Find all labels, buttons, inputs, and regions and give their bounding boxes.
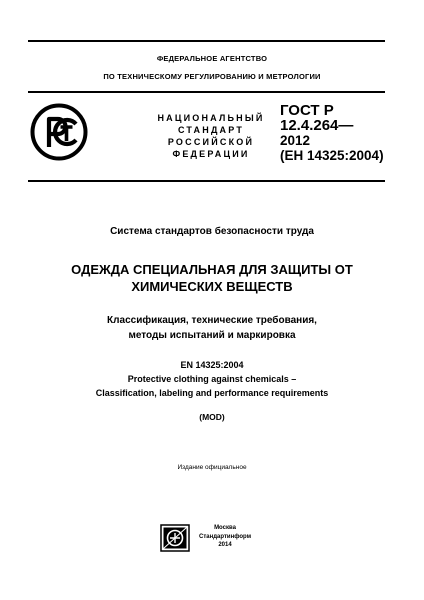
standartinform-logo-icon [160, 524, 190, 552]
publisher-name: Стандартинформ [199, 533, 252, 540]
code-rule [28, 180, 385, 182]
en-code: EN 14325:2004 [180, 360, 244, 370]
document-title-line1: ОДЕЖДА СПЕЦИАЛЬНАЯ ДЛЯ ЗАЩИТЫ ОТ [71, 262, 353, 277]
top-rule [28, 40, 385, 42]
en-title-line2: Classification, labeling and performance requirements [95, 388, 329, 398]
subtitle-line1: Классификация, технические требования, [107, 315, 317, 326]
label-line: РОССИЙСКОЙ [167, 137, 255, 147]
agency-name-line1: ФЕДЕРАЛЬНОЕ АГЕНТСТВО [156, 54, 268, 63]
gost-r-logo-icon [30, 103, 88, 161]
system-title: Система стандартов безопасности труда [110, 226, 314, 237]
header-rule [28, 91, 385, 93]
label-line: ФЕДЕРАЦИИ [172, 149, 250, 159]
official-edition: Издание официальное [177, 464, 247, 471]
publisher-city: Москва [214, 525, 236, 531]
label-line: НАЦИОНАЛЬНЫЙ [157, 113, 265, 123]
agency-name-line2: ПО ТЕХНИЧЕСКОМУ РЕГУЛИРОВАНИЮ И МЕТРОЛОГИИ [103, 72, 321, 81]
en-title-line1: Protective clothing against chemicals – [127, 374, 297, 384]
code-line: 2012 [280, 133, 311, 148]
mod-label: (MOD) [199, 412, 225, 422]
code-line: ГОСТ Р [280, 102, 334, 119]
code-line: (ЕН 14325:2004) [280, 148, 384, 163]
subtitle-line2: методы испытаний и маркировка [128, 330, 296, 341]
code-line: 12.4.264— [280, 117, 354, 134]
label-line: СТАНДАРТ [177, 125, 245, 135]
document-title-line2: ХИМИЧЕСКИХ ВЕЩЕСТВ [131, 279, 293, 294]
national-standard-label [148, 112, 274, 160]
publisher-info [199, 524, 251, 550]
standard-code [280, 103, 384, 163]
publisher-year: 2014 [218, 542, 232, 548]
